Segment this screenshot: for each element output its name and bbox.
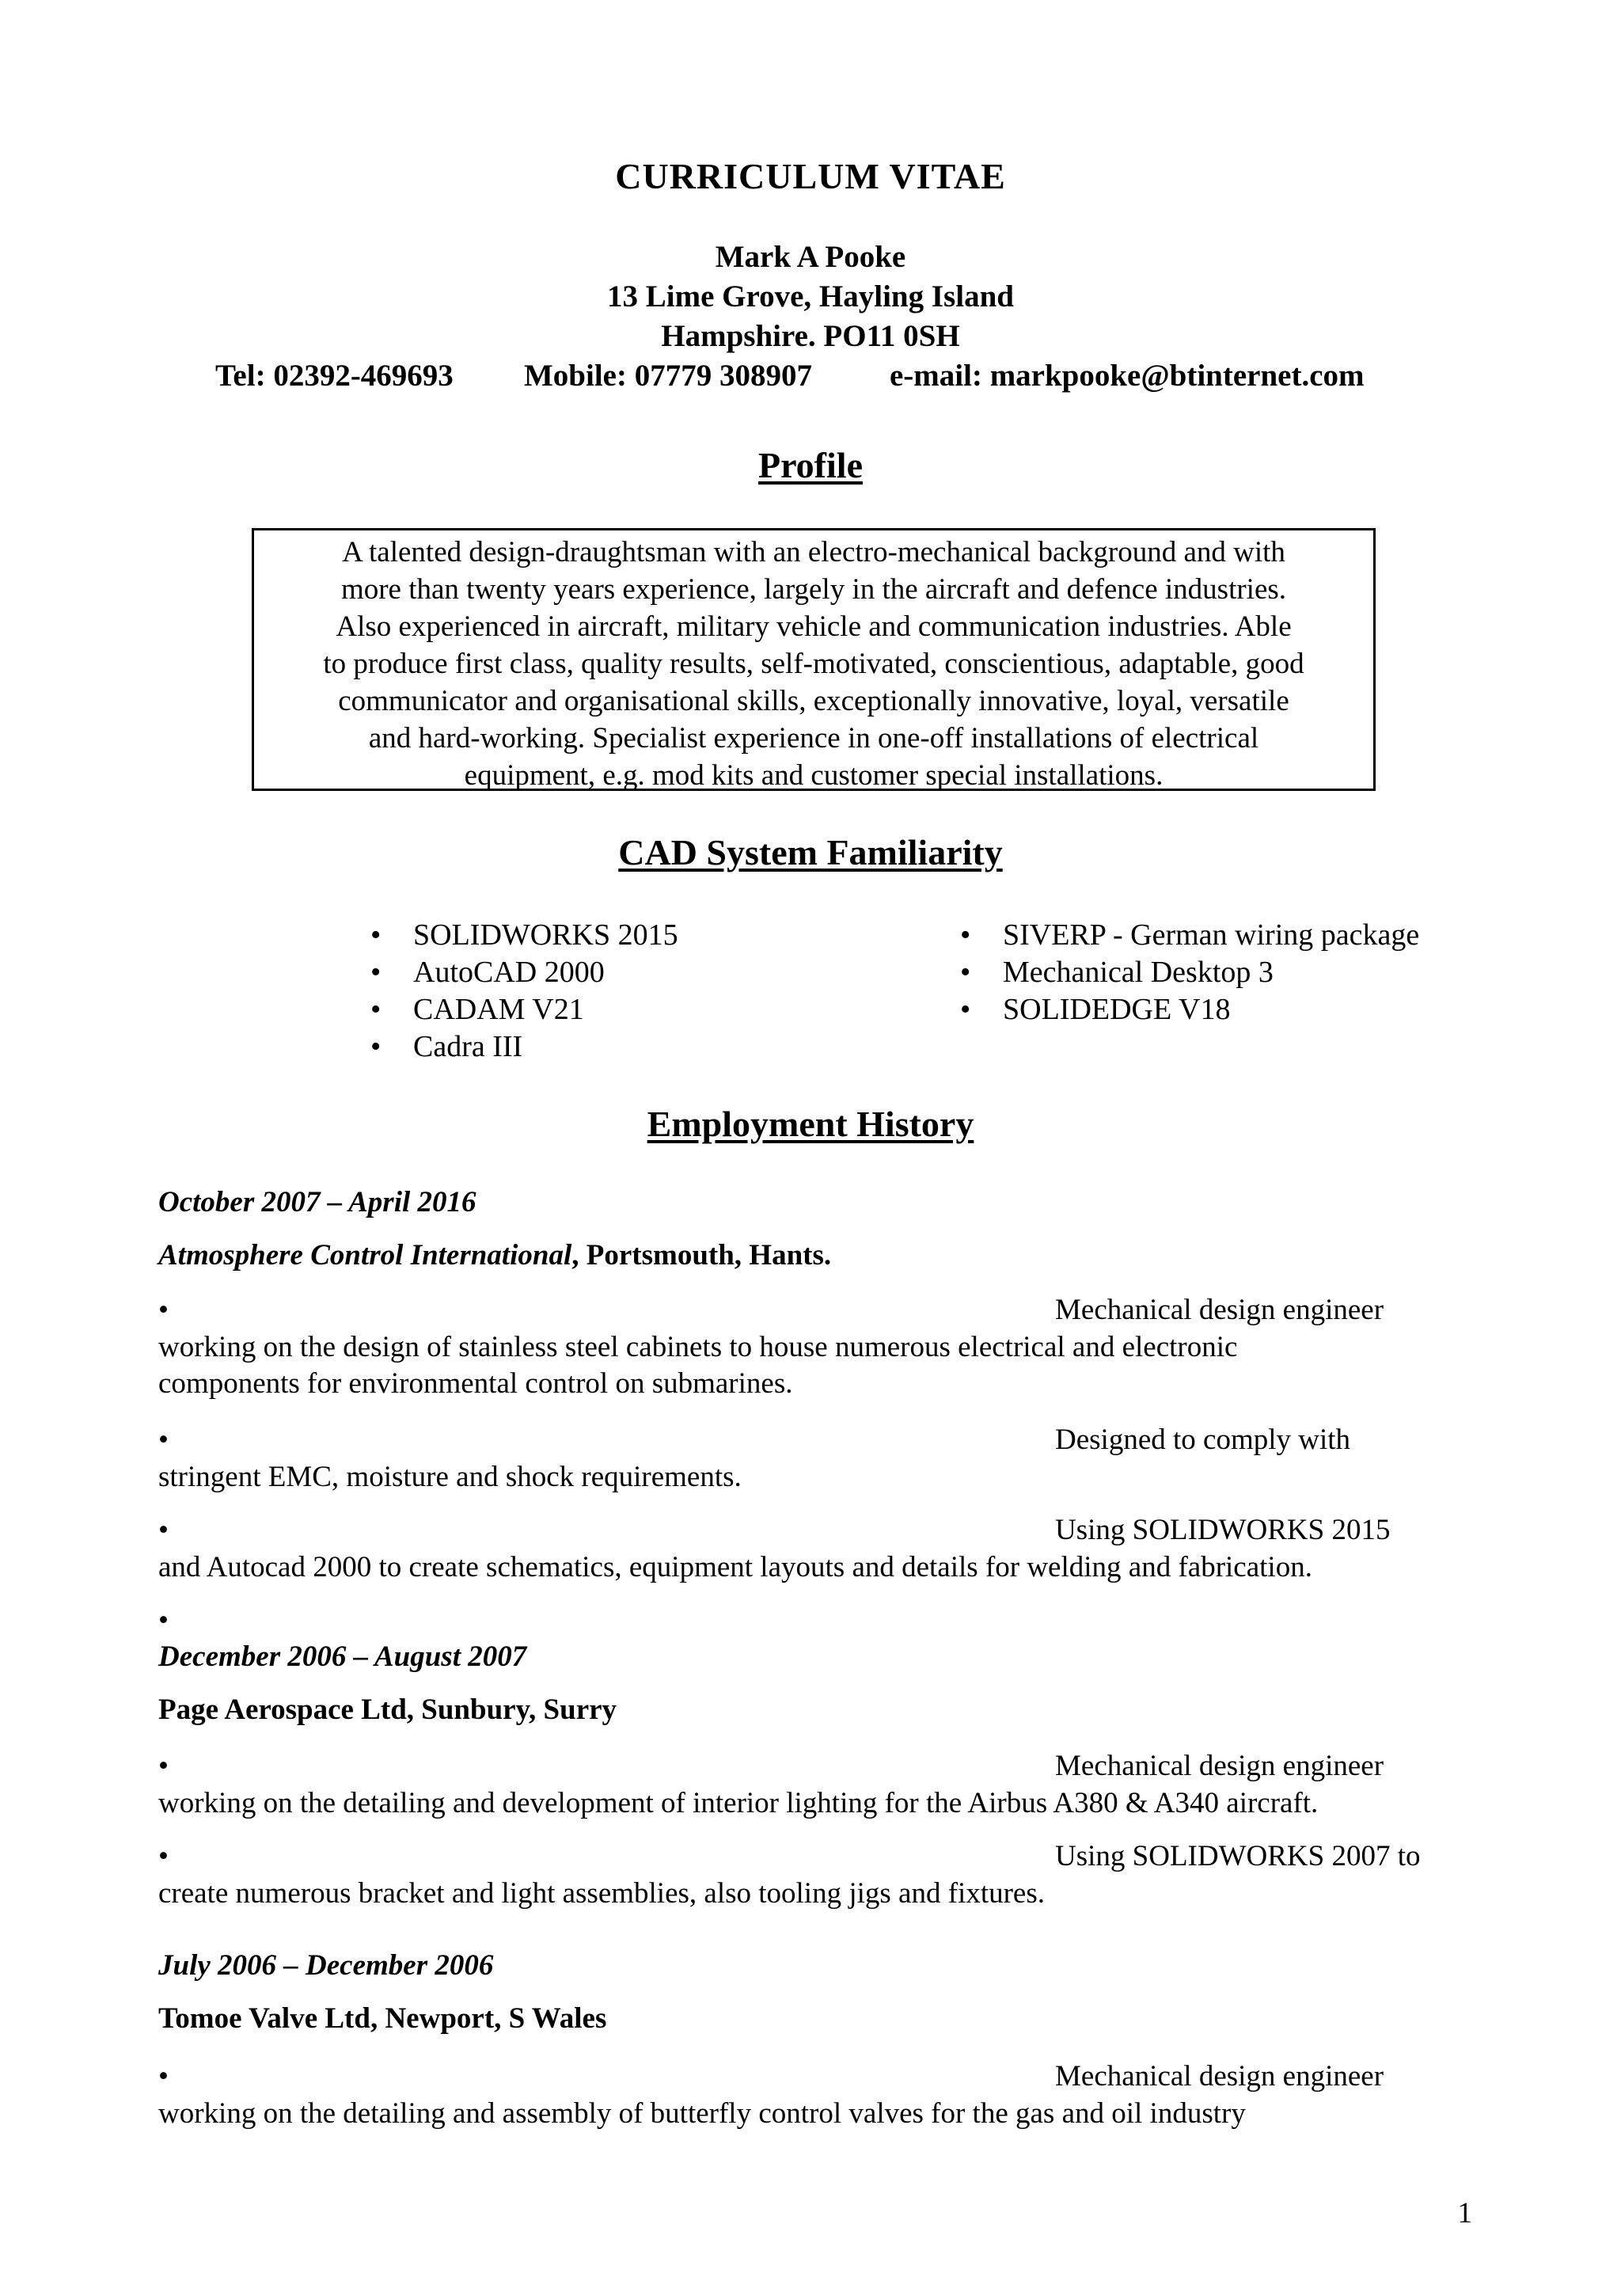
list-item: • SIVERP - German wiring package xyxy=(960,917,1419,954)
bullet-icon: • xyxy=(158,1424,169,1456)
profile-line: to produce first class, quality results, self-motivated, conscientious, adaptable, good xyxy=(323,648,1304,680)
bullet-first-line: Using SOLIDWORKS 2007 to xyxy=(1055,1840,1421,1872)
telephone: Tel: 02392-469693 xyxy=(215,359,454,393)
bullet-text: stringent EMC, moisture and shock requirements. xyxy=(158,1461,742,1493)
bullet-first-line: Mechanical design engineer xyxy=(1055,1750,1384,1782)
cad-heading: CAD System Familiarity xyxy=(618,832,1003,872)
bullet-text: and Autocad 2000 to create schematics, equipment layouts and details for welding and fabrication. xyxy=(158,1551,1312,1583)
cad-list-right xyxy=(960,917,1419,1028)
bullet-text: working on the design of stainless steel cabinets to house numerous electrical and electronic xyxy=(158,1331,1238,1363)
profile-line: Also experienced in aircraft, military vehicle and communication industries. Able xyxy=(336,610,1292,643)
bullet-icon: • xyxy=(158,1840,169,1872)
profile-line: equipment, e.g. mod kits and customer special installations. xyxy=(464,759,1164,792)
list-item: • CADAM V21 xyxy=(370,991,678,1028)
bullet-first-line: Mechanical design engineer xyxy=(1055,2060,1384,2093)
profile-box xyxy=(252,528,1376,791)
employment-heading: Employment History xyxy=(647,1104,974,1144)
list-item: • Mechanical Desktop 3 xyxy=(960,954,1419,991)
document-title: CURRICULUM VITAE xyxy=(615,156,1006,196)
cad-list-left xyxy=(370,917,678,1066)
job-dates: October 2007 – April 2016 xyxy=(158,1186,476,1218)
job-company xyxy=(158,1238,831,1272)
mobile: Mobile: 07779 308907 xyxy=(524,359,812,393)
profile-line: communicator and organisational skills, exceptionally innovative, loyal, versatile xyxy=(338,685,1289,717)
list-item: • SOLIDEDGE V18 xyxy=(960,991,1419,1028)
page-number: 1 xyxy=(1457,2197,1472,2229)
job-dates: July 2006 – December 2006 xyxy=(158,1949,494,1982)
profile-line: and hard-working. Specialist experience in one-off installations of electrical xyxy=(368,722,1259,755)
list-item: • Cadra III xyxy=(370,1028,678,1066)
bullet-first-line: Using SOLIDWORKS 2015 xyxy=(1055,1514,1391,1546)
profile-line: more than twenty years experience, largely in the aircraft and defence industries. xyxy=(340,573,1287,606)
bullet-icon: • xyxy=(158,2060,169,2093)
candidate-name: Mark A Pooke xyxy=(715,240,906,274)
bullet-text: create numerous bracket and light assemblies, also tooling jigs and fixtures. xyxy=(158,1877,1045,1910)
bullet-text: components for environmental control on submarines. xyxy=(158,1367,793,1400)
company-name: Atmosphere Control International xyxy=(158,1239,572,1272)
profile-heading: Profile xyxy=(758,445,863,485)
bullet-first-line: Mechanical design engineer xyxy=(1055,1294,1384,1326)
address-line-2: Hampshire. PO11 0SH xyxy=(661,319,960,353)
job-dates: December 2006 – August 2007 xyxy=(158,1640,527,1673)
bullet-text: working on the detailing and assembly of butterfly control valves for the gas and oil industry xyxy=(158,2097,1246,2130)
bullet-icon: • xyxy=(158,1604,169,1636)
email: e-mail: markpooke@btinternet.com xyxy=(890,359,1365,393)
bullet-icon: • xyxy=(158,1514,169,1546)
list-item: • AutoCAD 2000 xyxy=(370,954,678,991)
job-company: Tomoe Valve Ltd, Newport, S Wales xyxy=(158,2002,607,2035)
bullet-first-line: Designed to comply with xyxy=(1055,1424,1351,1456)
profile-line: A talented design-draughtsman with an electro-mechanical background and with xyxy=(342,536,1285,568)
company-location: , Portsmouth, Hants. xyxy=(571,1239,832,1272)
list-item: • SOLIDWORKS 2015 xyxy=(370,917,678,954)
job-company: Page Aerospace Ltd, Sunbury, Surry xyxy=(158,1693,617,1726)
bullet-icon: • xyxy=(158,1294,169,1326)
address-line-1: 13 Lime Grove, Hayling Island xyxy=(607,279,1014,314)
bullet-icon: • xyxy=(158,1750,169,1782)
bullet-text: working on the detailing and development of interior lighting for the Airbus A380 & A340 aircraft. xyxy=(158,1787,1319,1819)
